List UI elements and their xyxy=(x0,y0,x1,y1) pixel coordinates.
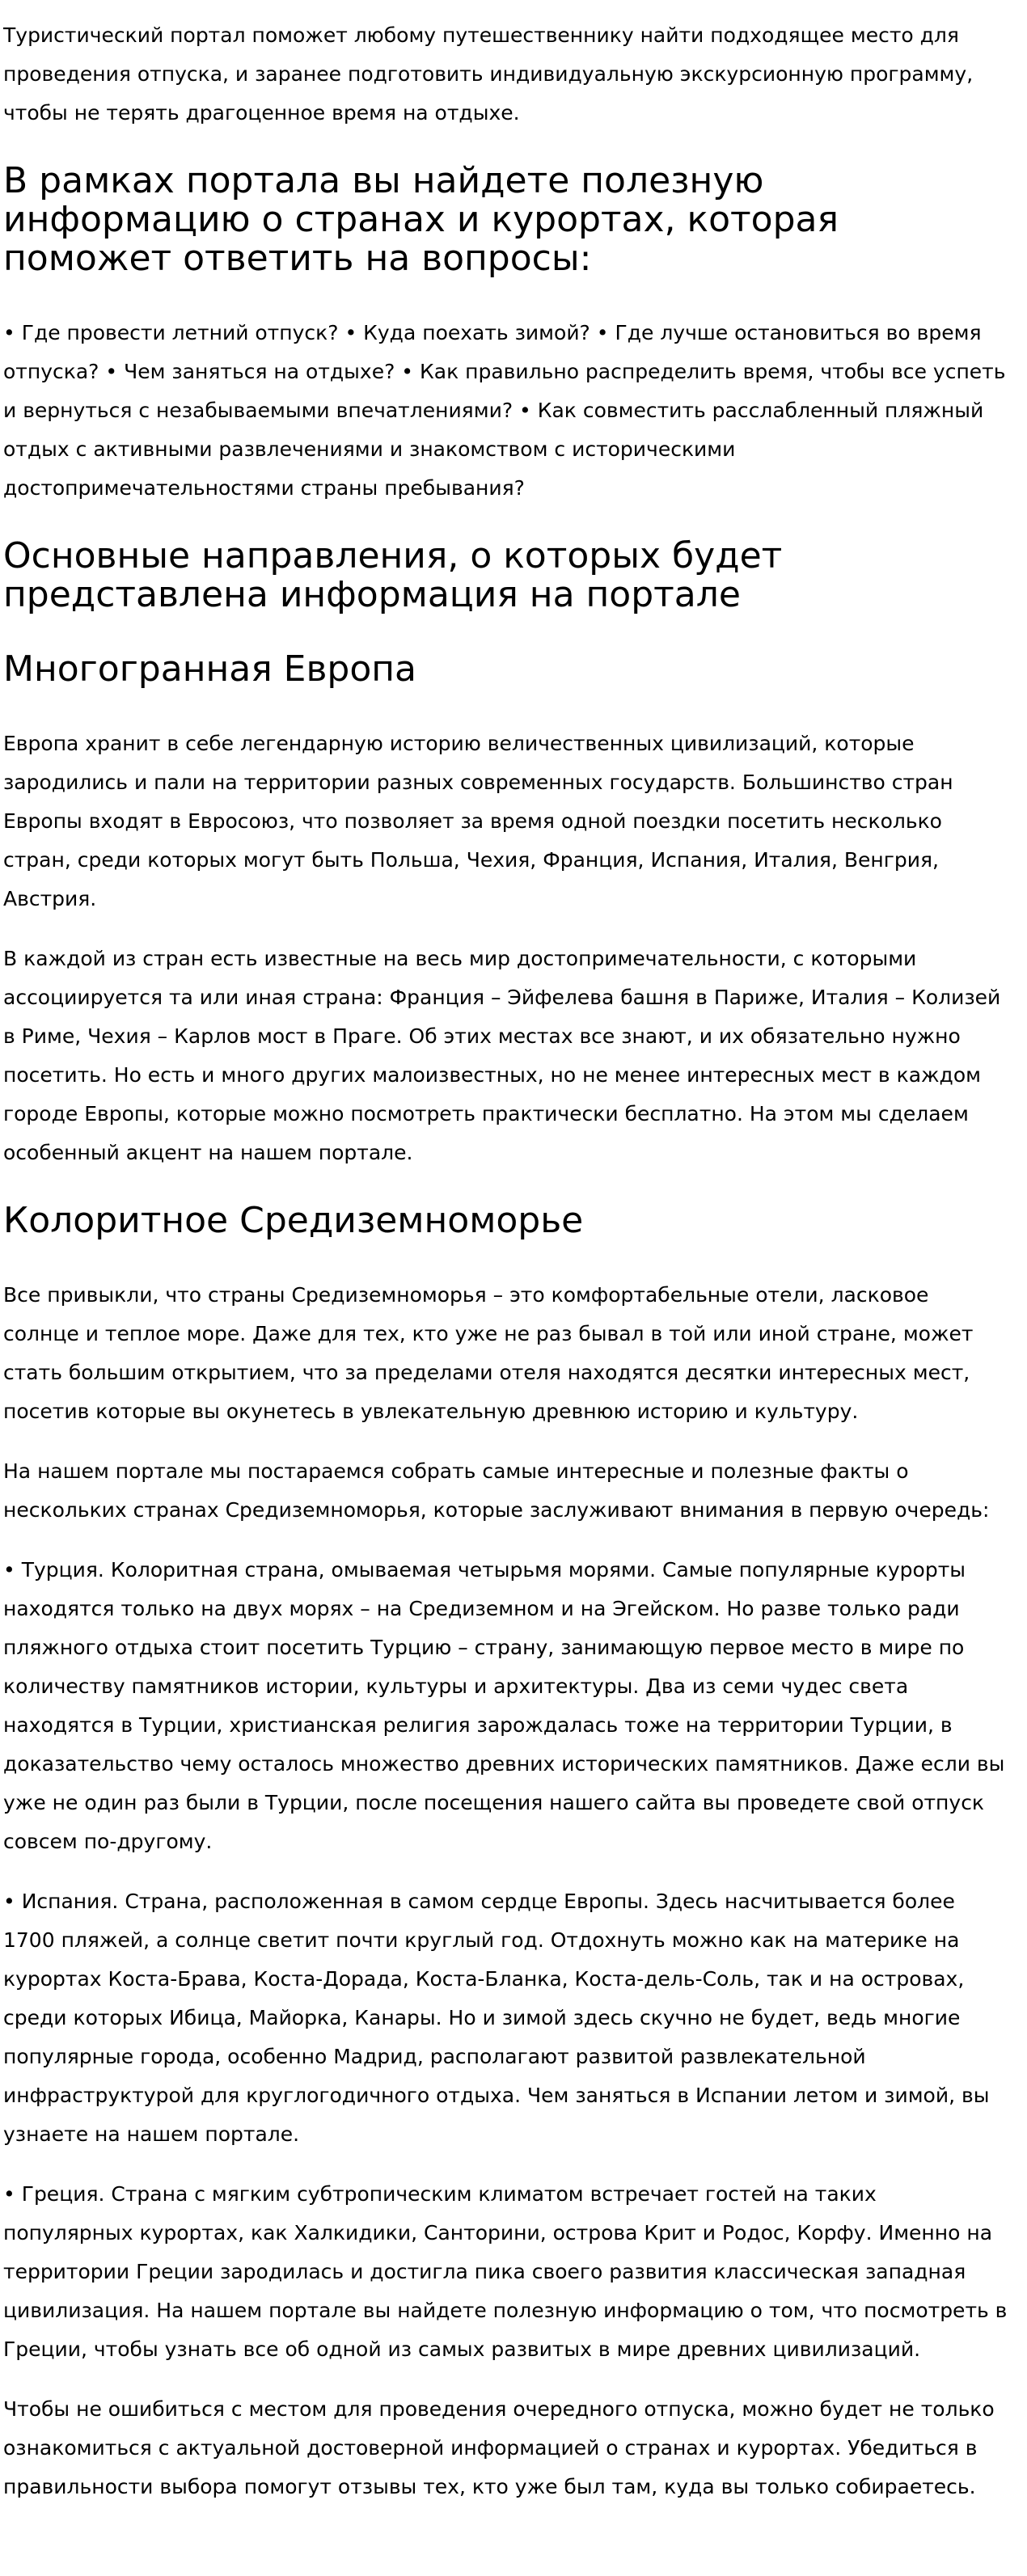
europe-paragraph-1: Европа хранит в себе легендарную историю величественных цивилизаций, которые зародились и пали на территории разных современных государств. Большинство стран Европы входят в Евросоюз, что позволяет за время одной поездки посетить несколько стран, среди которых могут быть Польша, Чехия, Франция, Испания, Италия, Венгрия, Австрия. xyxy=(3,732,953,910)
questions-paragraph: • Где провести летний отпуск? • Куда поехать зимой? • Где лучше остановиться во время отпуска? • Чем заняться на отдыхе? • Как правильно распределить время, чтобы все успеть и вернуться с незабываемыми впечатлениями? • Как совместить расслабленный пляжный отдых с активными развлечениями и знакомством с историческими достопримечательностями страны пребывания? xyxy=(3,321,1006,500)
article xyxy=(3,16,1011,2506)
closing-paragraph: Чтобы не ошибиться с местом для проведения очередного отпуска, можно будет не только ознакомиться с актуальной достоверной информацией о странах и курортах. Убедиться в правильности выбора помогут отзывы тех, кто уже был там, куда вы только собираетесь. xyxy=(3,2397,995,2498)
turkey-paragraph: • Турция. Колоритная страна, омываемая четырьмя морями. Самые популярные курорты находятся только на двух морях – на Средиземном и на Эгейском. Но разве только ради пляжного отдыха стоит посетить Турцию – страну, занимающую первое место в мире по количеству памятников истории, культуры и архитектуры. Два из семи чудес света находятся в Турции, христианская религия зарождалась тоже на территории Турции, в доказательство чему осталось множество древних исторических памятников. Даже если вы уже не один раз были в Турции, после посещения нашего сайта вы проведете свой отпуск совсем по-другому. xyxy=(3,1558,1005,1853)
portal-info-heading: В рамках портала вы найдете полезную информацию о странах и курортах, которая поможет ответить на вопросы: xyxy=(3,160,839,279)
mediterranean-paragraph-2: На нашем портале мы постараемся собрать самые интересные и полезные факты о нескольких странах Средиземноморья, которые заслуживают внимания в первую очередь: xyxy=(3,1459,990,1522)
greece-paragraph: • Греция. Страна с мягким субтропическим климатом встречает гостей на таких популярных курортах, как Халкидики, Санторини, острова Крит и Родос, Корфу. Именно на территории Греции зародилась и достигла пика своего развития классическая западная цивилизация. На нашем портале вы найдете полезную информацию о том, что посмотреть в Греции, чтобы узнать все об одной из самых развитых в мире древних цивилизаций. xyxy=(3,2182,1008,2361)
europe-heading: Многогранная Европа xyxy=(3,648,416,690)
spain-paragraph: • Испания. Страна, расположенная в самом сердце Европы. Здесь насчитывается более 1700 пляжей, а солнце светит почти круглый год. Отдохнуть можно как на материке на курортах Коста-Брава, Коста-Дорада, Коста-Бланка, Коста-дель-Соль, так и на островах, среди которых Ибица, Майорка, Канары. Но и зимой здесь скучно не будет, ведь многие популярные города, особенно Мадрид, располагают развитой развлекательной инфраструктурой для круглогодичного отдыха. Чем заняться в Испании летом и зимой, вы узнаете на нашем портале. xyxy=(3,1890,990,2146)
intro-paragraph: Туристический портал поможет любому путешественнику найти подходящее место для проведения отпуска, и заранее подготовить индивидуальную экскурсионную программу, чтобы не терять драгоценное время на отдыхе. xyxy=(3,23,974,125)
mediterranean-heading: Колоритное Средиземноморье xyxy=(3,1200,584,1241)
main-directions-heading: Основные направления, о которых будет представлена информация на портале xyxy=(3,535,783,615)
europe-paragraph-2: В каждой из стран есть известные на весь мир достопримечательности, с которыми ассоциируется та или иная страна: Франция – Эйфелева башня в Париже, Италия – Колизей в Риме, Чехия – Карлов мост в Праге. Об этих местах все знают, и их обязательно нужно посетить. Но есть и много других малоизвестных, но не менее интересных мест в каждом городе Европы, которые можно посмотреть практически бесплатно. На этом мы сделаем особенный акцент на нашем портале. xyxy=(3,947,1001,1164)
mediterranean-paragraph-1: Все привыкли, что страны Средиземноморья – это комфортабельные отели, ласковое солнце и теплое море. Даже для тех, кто уже не раз бывал в той или иной стране, может стать большим открытием, что за пределами отеля находятся десятки интересных мест, посетив которые вы окунетесь в увлекательную древнюю историю и культуру. xyxy=(3,1283,974,1423)
